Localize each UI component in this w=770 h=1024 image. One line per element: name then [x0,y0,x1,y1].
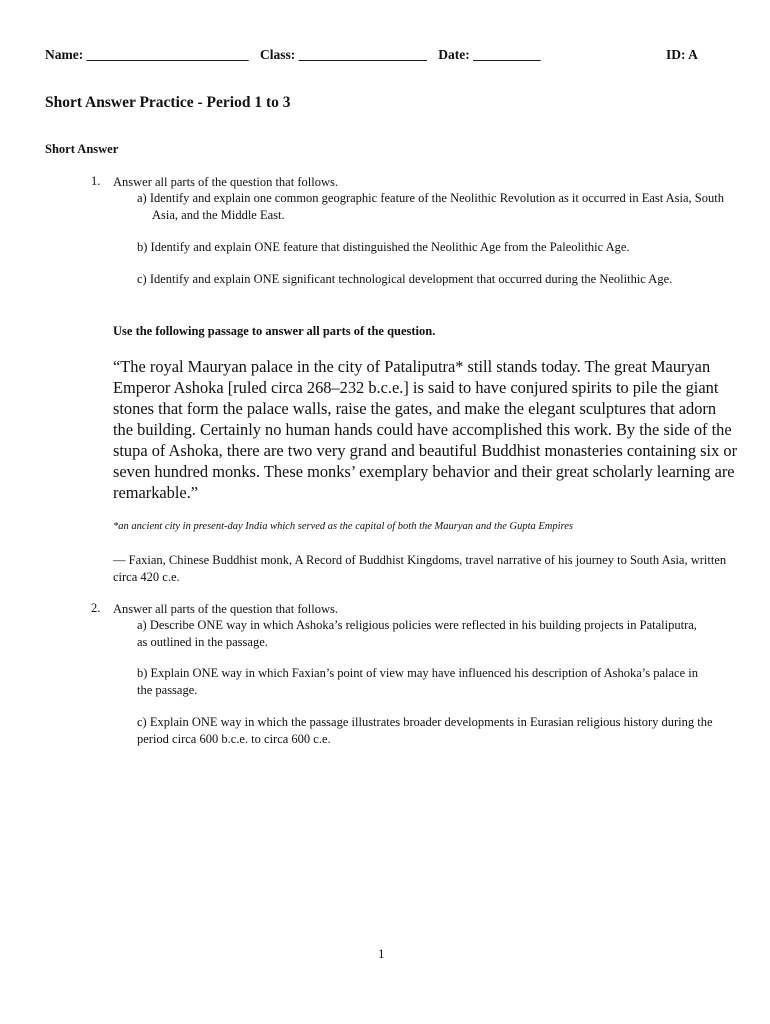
question-2-part-a: a) Describe ONE way in which Ashoka’s religious policies were reflected in his building projects in Pataliputra, as outlined in the passage. [137,618,697,649]
passage-footnote: *an ancient city in present-day India which served as the capital of both the Mauryan and the Gupta Empires [113,521,573,532]
section-heading: Short Answer [45,142,119,156]
passage-instruction: Use the following passage to answer all parts of the question. [113,324,436,338]
name-field-label: Name: ________________________ [45,47,249,62]
question-2-prompt: Answer all parts of the question that follows. [113,602,338,616]
header-row [45,47,705,63]
question-1-part-b: b) Identify and explain ONE feature that distinguished the Neolithic Age from the Paleolithic Age. [137,240,630,254]
source-passage: “The royal Mauryan palace in the city of Pataliputra* still stands today. The great Mauryan Emperor Ashoka [ruled circa 268–232 b.c.e.] is said to have conjured spirits to pile the giant stones that form the palace walls, raise the gates, and make the elegant sculptures that adorn the building. Certainly no human hands could have accomplished this work. By the side of the stupa of Ashoka, there are two very grand and beautiful Buddhist monasteries containing six or seven hundred monks. These monks’ exemplary behavior and their great scholarly learning are remarkable.” [113,357,738,502]
question-2-number: 2. [91,601,101,615]
question-1-part-c: c) Identify and explain ONE significant technological development that occurred during the Neolithic Age. [137,272,673,286]
date-field-label: Date: __________ [438,47,541,62]
question-2-part-c: c) Explain ONE way in which the passage illustrates broader developments in Eurasian religious history during the period circa 600 b.c.e. to circa 600 c.e. [137,715,713,746]
question-2-part-b: b) Explain ONE way in which Faxian’s point of view may have influenced his description of Ashoka’s palace in the passage. [137,666,698,697]
passage-attribution: — Faxian, Chinese Buddhist monk, A Record of Buddhist Kingdoms, travel narrative of his journey to South Asia, written circa 420 c.e. [113,553,727,584]
document-id: ID: A [666,47,698,62]
question-1-number: 1. [91,174,101,188]
page-number: 1 [378,946,385,961]
class-field-label: Class: ___________________ [259,47,427,62]
question-1-part-a: a) Identify and explain one common geographic feature of the Neolithic Revolution as it occurred in East Asia, South Asia, and the Middle East. [137,191,724,222]
page-title: Short Answer Practice - Period 1 to 3 [45,94,291,111]
question-1-prompt: Answer all parts of the question that follows. [113,175,338,189]
